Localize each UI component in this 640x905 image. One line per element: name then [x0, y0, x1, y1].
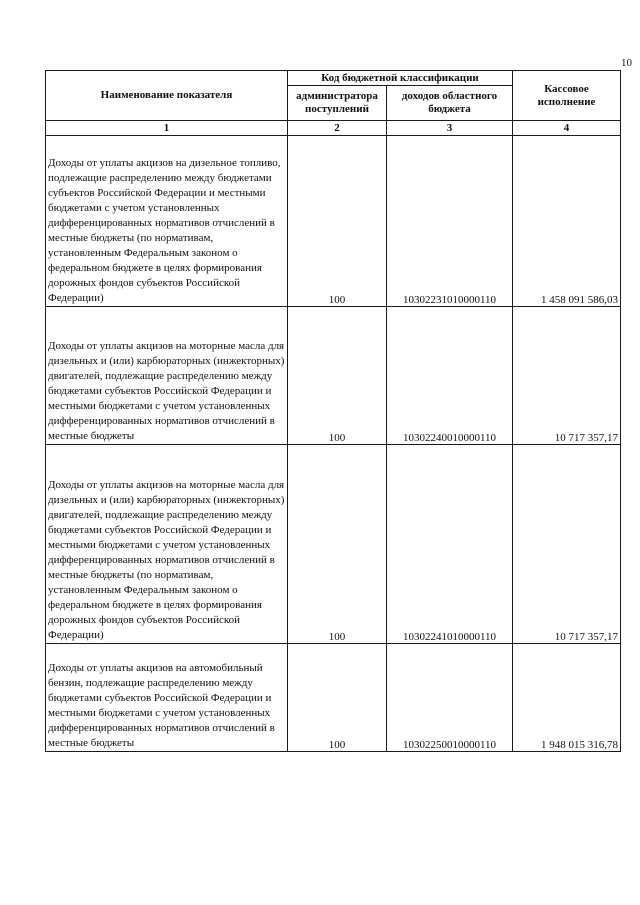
page-number: 10 [621, 57, 632, 69]
income-code: 10302231010000110 [387, 136, 513, 307]
income-code: 10302250010000110 [387, 644, 513, 752]
administrator-code: 100 [288, 644, 387, 752]
income-code: 10302240010000110 [387, 307, 513, 445]
column-number: 2 [288, 121, 387, 136]
header-indicator-name: Наименование показателя [46, 71, 288, 121]
indicator-name: Доходы от уплаты акцизов на дизельное топливо, подлежащие распределению между бюджетами субъектов Российской Федерации и местными бюджетами с учетом установленных дифференцированных нормативов отчислений в местные бюджеты (по нормативам, установленным Федеральным законом о федеральном бюджете в целях формирования дорожных фондов субъектов Российской Федерации) [46, 136, 288, 307]
cash-amount: 10 717 357,17 [513, 445, 621, 644]
indicator-name: Доходы от уплаты акцизов на автомобильный бензин, подлежащие распределению между бюджетами субъектов Российской Федерации и местными бюджетами с учетом установленных дифференцированных нормативов отчислений в местные бюджеты [46, 644, 288, 752]
table-row [46, 445, 621, 644]
table-row [46, 644, 621, 752]
cash-amount: 1 458 091 586,03 [513, 136, 621, 307]
indicator-name: Доходы от уплаты акцизов на моторные масла для дизельных и (или) карбюраторных (инжекторных) двигателей, подлежащие распределению между бюджетами субъектов Российской Федерации и местными бюджетами с учетом установленных дифференцированных нормативов отчислений в местные бюджеты [46, 307, 288, 445]
header-cash-execution: Кассовое исполнение [513, 71, 621, 121]
header-administrator: администратора поступлений [288, 86, 387, 121]
table-row [46, 136, 621, 307]
column-number: 3 [387, 121, 513, 136]
administrator-code: 100 [288, 445, 387, 644]
cash-amount: 10 717 357,17 [513, 307, 621, 445]
administrator-code: 100 [288, 307, 387, 445]
budget-table [45, 70, 621, 752]
header-budget-code-group: Код бюджетной классификации [288, 71, 513, 86]
cash-amount: 1 948 015 316,78 [513, 644, 621, 752]
administrator-code: 100 [288, 136, 387, 307]
indicator-name: Доходы от уплаты акцизов на моторные масла для дизельных и (или) карбюраторных (инжекторных) двигателей, подлежащие распределению между бюджетами субъектов Российской Федерации и местными бюджетами с учетом установленных дифференцированных нормативов отчислений в местные бюджеты (по нормативам, установленным Федеральным законом о федеральном бюджете в целях формирования дорожных фондов субъектов Российской Федерации) [46, 445, 288, 644]
column-number: 1 [46, 121, 288, 136]
column-number: 4 [513, 121, 621, 136]
income-code: 10302241010000110 [387, 445, 513, 644]
table-row [46, 307, 621, 445]
header-regional-income: доходов областного бюджета [387, 86, 513, 121]
